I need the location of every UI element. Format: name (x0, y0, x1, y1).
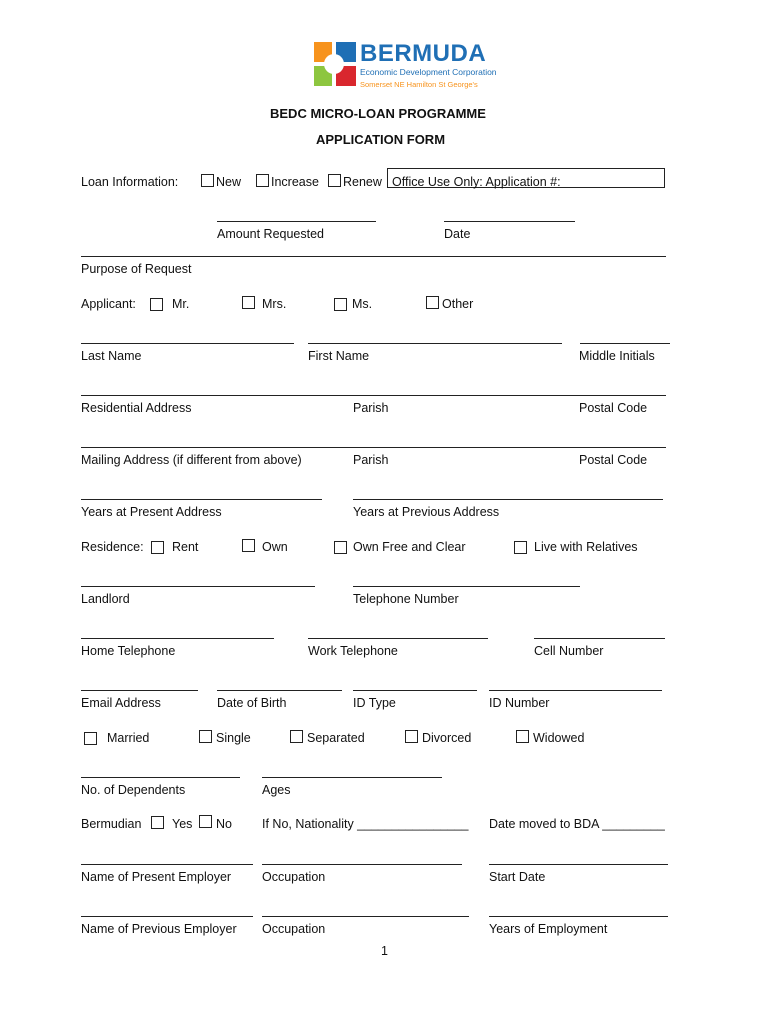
no-label: No (216, 817, 232, 831)
years-employment-line[interactable] (489, 916, 668, 917)
yes-label: Yes (172, 817, 193, 831)
email-line[interactable] (81, 690, 198, 691)
id-number-line[interactable] (489, 690, 662, 691)
residence-label: Residence: (81, 540, 144, 554)
present-employer-label: Name of Present Employer (81, 870, 232, 884)
ms-checkbox[interactable] (334, 298, 347, 311)
start-date-label: Start Date (489, 870, 546, 884)
divorced-checkbox[interactable] (405, 730, 418, 743)
years-previous-label: Years at Previous Address (353, 505, 500, 519)
id-type-label: ID Type (353, 696, 396, 710)
own-free-checkbox[interactable] (334, 541, 347, 554)
mailing-postal-label: Postal Code (579, 453, 648, 467)
single-label: Single (216, 731, 251, 745)
telephone-line[interactable] (353, 586, 580, 587)
mr-checkbox[interactable] (150, 298, 163, 311)
form-title: BEDC MICRO-LOAN PROGRAMME (270, 106, 486, 121)
live-relatives-checkbox[interactable] (514, 541, 527, 554)
logo-locations: Somerset NE Hamilton St George's (360, 80, 478, 89)
other-label: Other (442, 297, 474, 311)
office-use-label: Office Use Only: Application #: (392, 175, 561, 189)
own-free-label: Own Free and Clear (353, 540, 466, 554)
present-employer-line[interactable] (81, 864, 253, 865)
mailing-parish-label: Parish (353, 453, 389, 467)
increase-checkbox[interactable] (256, 174, 269, 187)
years-previous-line[interactable] (353, 499, 663, 500)
own-label: Own (262, 540, 288, 554)
email-label: Email Address (81, 696, 161, 710)
loan-info-label: Loan Information: (81, 175, 179, 189)
last-name-line[interactable] (81, 343, 294, 344)
occupation-line-2[interactable] (262, 916, 469, 917)
live-relatives-label: Live with Relatives (534, 540, 638, 554)
dob-line[interactable] (217, 690, 342, 691)
landlord-line[interactable] (81, 586, 315, 587)
work-telephone-label: Work Telephone (308, 644, 398, 658)
dependents-line[interactable] (81, 777, 240, 778)
new-label: New (216, 175, 242, 189)
residential-parish-label: Parish (353, 401, 389, 415)
middle-initials-label: Middle Initials (579, 349, 655, 363)
dob-label: Date of Birth (217, 696, 287, 710)
first-name-line[interactable] (308, 343, 562, 344)
widowed-checkbox[interactable] (516, 730, 529, 743)
landlord-label: Landlord (81, 592, 130, 606)
other-checkbox[interactable] (426, 296, 439, 309)
amount-line[interactable] (217, 221, 376, 222)
occupation-line-1[interactable] (262, 864, 462, 865)
occupation-label-2: Occupation (262, 922, 326, 936)
dependents-label: No. of Dependents (81, 783, 186, 797)
telephone-label: Telephone Number (353, 592, 459, 606)
cell-number-line[interactable] (534, 638, 665, 639)
residential-postal-label: Postal Code (579, 401, 648, 415)
divorced-label: Divorced (422, 731, 472, 745)
separated-checkbox[interactable] (290, 730, 303, 743)
last-name-label: Last Name (81, 349, 142, 363)
nationality-field[interactable]: If No, Nationality ________________ (262, 817, 469, 831)
new-checkbox[interactable] (201, 174, 214, 187)
years-employment-label: Years of Employment (489, 922, 608, 936)
logo-brand: BERMUDA (360, 40, 487, 67)
mrs-checkbox[interactable] (242, 296, 255, 309)
applicant-label: Applicant: (81, 297, 136, 311)
own-checkbox[interactable] (242, 539, 255, 552)
date-label: Date (444, 227, 471, 241)
ms-label: Ms. (352, 297, 373, 311)
date-moved-field[interactable]: Date moved to BDA _________ (489, 817, 665, 831)
ages-label: Ages (262, 783, 291, 797)
renew-checkbox[interactable] (328, 174, 341, 187)
years-present-label: Years at Present Address (81, 505, 222, 519)
cell-number-label: Cell Number (534, 644, 604, 658)
renew-label: Renew (343, 175, 382, 189)
id-type-line[interactable] (353, 690, 477, 691)
work-telephone-line[interactable] (308, 638, 488, 639)
bermudian-label: Bermudian (81, 817, 142, 831)
yes-checkbox[interactable] (151, 816, 164, 829)
mrs-label: Mrs. (262, 297, 287, 311)
ages-line[interactable] (262, 777, 442, 778)
page-number: 1 (381, 944, 388, 958)
widowed-label: Widowed (533, 731, 585, 745)
occupation-label-1: Occupation (262, 870, 326, 884)
purpose-line[interactable] (81, 256, 666, 257)
id-number-label: ID Number (489, 696, 550, 710)
mailing-address-line[interactable] (81, 447, 666, 448)
previous-employer-label: Name of Previous Employer (81, 922, 237, 936)
married-label: Married (107, 731, 150, 745)
home-telephone-line[interactable] (81, 638, 274, 639)
rent-label: Rent (172, 540, 199, 554)
increase-label: Increase (271, 175, 319, 189)
home-telephone-label: Home Telephone (81, 644, 176, 658)
mailing-address-label: Mailing Address (if different from above) (81, 453, 302, 467)
married-checkbox[interactable] (84, 732, 97, 745)
purpose-label: Purpose of Request (81, 262, 192, 276)
bedc-logo (314, 40, 497, 98)
logo-tagline: Economic Development Corporation (360, 67, 497, 77)
single-checkbox[interactable] (199, 730, 212, 743)
start-date-line[interactable] (489, 864, 668, 865)
separated-label: Separated (307, 731, 365, 745)
residential-address-label: Residential Address (81, 401, 192, 415)
amount-label: Amount Requested (217, 227, 325, 241)
residential-address-line[interactable] (81, 395, 666, 396)
no-checkbox[interactable] (199, 815, 212, 828)
mr-label: Mr. (172, 297, 190, 311)
date-line[interactable] (444, 221, 575, 222)
years-present-line[interactable] (81, 499, 322, 500)
first-name-label: First Name (308, 349, 370, 363)
form-subtitle: APPLICATION FORM (316, 132, 446, 147)
middle-initials-line[interactable] (580, 343, 670, 344)
previous-employer-line[interactable] (81, 916, 253, 917)
rent-checkbox[interactable] (151, 541, 164, 554)
